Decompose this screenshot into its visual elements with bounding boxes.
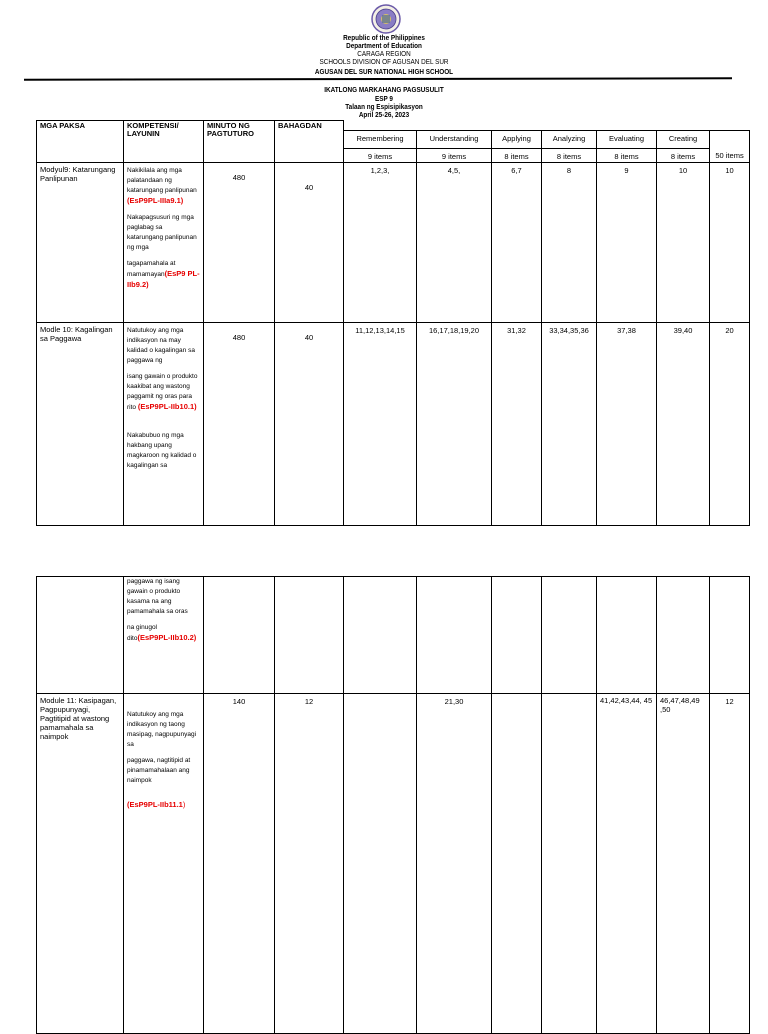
level-applying: Applying [492,131,542,149]
level-remembering: Remembering [344,131,417,149]
creating-cell: 39,40 [657,323,710,526]
analyzing-cell: 8 [542,163,597,323]
col-header-paksa: MGA PAKSA [37,121,124,163]
col-header-bahagdan: BAHAGDAN [275,121,344,163]
competency-text: Nakikilala ang mga palatandaan ng katarungang panlipunan [127,167,197,194]
competency-code: (EsP9 PL-IIb9.2) [127,269,200,289]
doc-subject: ESP 9 [375,94,393,103]
competency-text: isang gawain o produkto kaakibat ang wastong paggamit ng oras para rito [127,373,198,411]
items-understanding: 9 items [417,149,492,163]
table-row [37,577,750,694]
table-row [37,694,750,1034]
doc-title: IKATLONG MARKAHANG PAGSUSULIT [324,85,444,94]
total-items: 50 items [710,131,750,163]
deped-seal-icon [371,4,401,34]
understanding-cell [417,577,492,694]
competency-text: paggawa ng isang gawain o produkto kasama na ang pamamahala sa oras [127,578,188,615]
evaluating-cell: 9 [597,163,657,323]
competency-code: (EsP9PL-IIIa9.1) [127,196,184,205]
paksa-cell: Modle 10: Kagalingan sa Paggawa [37,323,124,526]
specification-table-2 [36,576,750,1034]
paksa-cell [37,577,124,694]
evaluating-cell: 41,42,43,44, 45 [597,694,657,1034]
competency-text: Natutukoy ang mga indikasyon na may kalidad o kagalingan sa paggawa ng [127,327,195,364]
level-creating: Creating [657,131,710,149]
analyzing-cell: 33,34,35,36 [542,323,597,526]
specification-table-1 [36,120,750,526]
competency-code: (EsP9PL-IIb10.1) [137,402,197,411]
applying-cell [492,577,542,694]
items-analyzing: 8 items [542,149,597,163]
creating-cell: 10 [657,163,710,323]
competency-code: (EsP9PL-IIb10.2) [137,633,197,642]
applying-cell: 6,7 [492,163,542,323]
total-cell [710,577,750,694]
analyzing-cell [542,577,597,694]
minuto-cell: 480 [204,163,275,323]
competency-text: na ginugol dito [127,624,157,642]
level-analyzing: Analyzing [542,131,597,149]
minuto-cell [204,577,275,694]
doc-date: April 25-26, 2023 [358,110,410,119]
items-remembering: 9 items [344,149,417,163]
paksa-cell: Modyul9: Katarungang Panlipunan [37,163,124,323]
kompetensi-cell [124,577,204,694]
analyzing-cell [542,694,597,1034]
evaluating-cell: 37,38 [597,323,657,526]
minuto-cell: 140 [204,694,275,1034]
bahagdan-cell: 12 [275,694,344,1034]
header-department: Department of Education [346,41,422,50]
table-row [37,323,750,526]
items-applying: 8 items [492,149,542,163]
total-cell: 10 [710,163,750,323]
competency-text: Nakabubuo ng mga hakbang upang magkaroon ng kalidad o kagalingan sa [127,432,197,469]
kompetensi-cell [124,323,204,526]
creating-cell: 46,47,48,49 ,50 [657,694,710,1034]
level-understanding: Understanding [417,131,492,149]
competency-text: paggawa, nagtitipid at pinamamahalaan ang naimpok [127,757,191,784]
remembering-cell: 1,2,3, [344,163,417,323]
table-row [37,163,750,323]
remembering-cell [344,577,417,694]
kompetensi-cell [124,694,204,1034]
col-header-minuto: MINUTO NG PAGTUTURO [204,121,275,163]
minuto-cell: 480 [204,323,275,526]
header-region: CARAGA REGION [357,49,411,58]
header-school: AGUSAN DEL SUR NATIONAL HIGH SCHOOL [314,67,454,76]
bahagdan-cell: 40 [275,323,344,526]
applying-cell: 31,32 [492,323,542,526]
bahagdan-cell: 40 [275,163,344,323]
col-header-kompetensi: KOMPETENSI/ LAYUNIN [124,121,204,163]
kompetensi-cell [124,163,204,323]
competency-code: (EsP9PL-IIb11.1 [127,800,183,809]
understanding-cell: 21,30 [417,694,492,1034]
remembering-cell: 11,12,13,14,15 [344,323,417,526]
items-evaluating: 8 items [597,149,657,163]
competency-code-paren: ) [182,800,186,809]
doc-subtitle: Talaan ng Espisipikasyon [345,102,423,111]
level-evaluating: Evaluating [597,131,657,149]
total-cell: 12 [710,694,750,1034]
competency-text: Natutukoy ang mga indikasyon ng taong masipag, nagpupunyagi sa [127,711,197,748]
items-creating: 8 items [657,149,710,163]
remembering-cell [344,694,417,1034]
total-cell: 20 [710,323,750,526]
header-divider [24,77,732,80]
creating-cell [657,577,710,694]
competency-text: tagapamahala at mamamayan [127,260,176,278]
competency-text: Nakapagsusuri ng mga paglabag sa katarungang panlipunan ng mga [127,214,197,251]
paksa-cell: Module 11: Kasipagan, Pagpupunyagi, Pagtitipid at wastong pamamahala sa naimpok [37,694,124,1034]
header-division: SCHOOLS DIVISION OF AGUSAN DEL SUR [319,57,449,66]
understanding-cell: 4,5, [417,163,492,323]
bahagdan-cell [275,577,344,694]
evaluating-cell [597,577,657,694]
applying-cell [492,694,542,1034]
understanding-cell: 16,17,18,19,20 [417,323,492,526]
header-republic: Republic of the Philippines [343,33,425,42]
